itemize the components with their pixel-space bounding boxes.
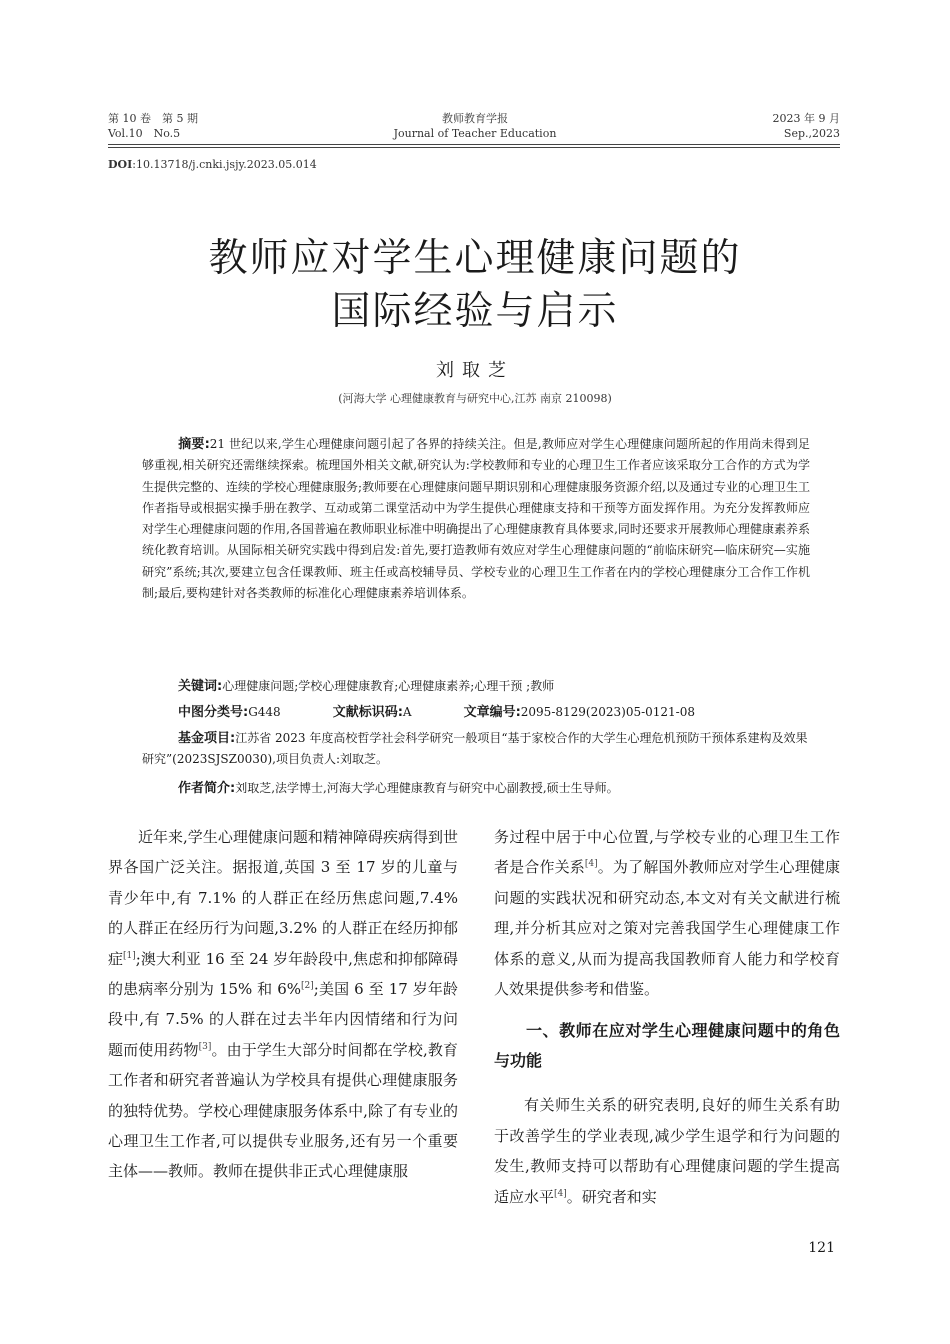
classification-line [142,702,810,723]
title-line-1: 教师应对学生心理健康问题的 [208,236,742,281]
author-affiliation: (河海大学 心理健康教育与研究中心,江苏 南京 210098) [338,392,612,405]
page-number: 121 [808,1240,835,1256]
text-run: 。为了解国外教师应对学生心理健康问题的实践状况和研究动态,本文对有关文献进行梳理,并分析其应对之策对完善我国学生心理健康工作体系的意义,从而为提高我国教师育人能力和学校育人效果提供参考和借鉴。 [494,858,840,999]
journal-name-en: Journal of Teacher Education [393,127,557,140]
bio-text: 刘取芝,法学博士,河海大学心理健康教育与研究中心副教授,硕士生导师。 [235,781,619,795]
article-number-value: 2095-8129(2023)05-0121-08 [520,705,696,719]
keywords-text: 心理健康问题;学校心理健康教育;心理健康素养;心理干预 ;教师 [222,679,555,693]
fund-text: 江苏省 2023 年度高校哲学社会科学研究一般项目“基于家校合作的大学生心理危机预防干预体系建构及效果研究”(2023SJSZ0030),项目负责人:刘取芝。 [142,731,808,766]
clc-value: G448 [248,705,281,719]
paragraph-intro [108,822,458,1187]
journal-name-cn: 教师教育学报 [442,112,508,125]
volume-issue-cn: 第 10 卷 第 5 期 [108,112,198,125]
text-run: 。研究者和实 [566,1187,657,1206]
citation-ref[interactable]: [3] [198,1041,212,1052]
doi-value: :10.13718/j.cnki.jsjy.2023.05.014 [132,158,317,171]
paragraph-continued [494,822,840,1004]
volume-issue-en: Vol.10 No.5 [108,127,181,140]
text-run: 务过程中居于中心位置,与学校专业的心理卫生工作者是合作关系 [494,828,840,877]
citation-ref[interactable]: [4] [584,859,598,870]
abstract [142,434,810,604]
doi[interactable] [108,158,317,171]
keywords-label: 关键词: [178,679,223,694]
text-run: ;澳大利亚 16 至 24 岁年龄段中,焦虑和抑郁障碍的患病率分别为 15% 和 6% [108,949,458,999]
section-heading: 一、教师在应对学生心理健康问题中的角色与功能 [494,1021,840,1071]
article-title [0,232,950,338]
text-run: 有关师生关系的研究表明,良好的师生关系有助于改善学生的学业表现,减少学生退学和行为问题的发生,教师支持可以帮助有心理健康问题的学生提高适应水平 [494,1096,840,1206]
body-right-column [494,822,840,1212]
journal-date [773,111,840,141]
citation-ref[interactable]: [1] [123,950,136,961]
bio-label: 作者简介: [178,781,236,796]
header-rule-bottom [108,147,840,148]
fund-project [142,728,810,770]
text-run: 。由于学生大部分时间都在学校,教育工作者和研究者普遍认为学校具有提供心理健康服务的独特优势。学校心理健康服务体系中,除了有专业的心理卫生工作者,可以提供专业服务,还有另一个重要主体——教师。教师在提供非正式心理健康服 [108,1040,458,1181]
text-run: ;美国 6 至 17 岁年龄段中,有 7.5% 的人群在过去半年内因情绪和行为问题而使用药物 [108,980,458,1059]
doi-label: DOI [108,158,133,171]
citation-ref[interactable]: [2] [301,981,314,992]
clc-label: 中图分类号: [178,705,249,720]
author-bio [142,778,810,799]
author-name: 刘取芝 [436,360,514,381]
text-run: 近年来,学生心理健康问题和精神障碍疾病得到世界各国广泛关注。据报道,英国 3 至 17 岁的儿童与青少年中,有 7.1% 的人群正在经历焦虑问题,7.4% 的人群正在经历行为问题,3.2% 的人群正在经历抑郁症 [108,828,458,968]
doc-code-label: 文献标识码: [332,705,403,720]
date-en: Sep.,2023 [783,127,840,140]
abstract-label: 摘要: [178,437,210,452]
article-number-label: 文章编号: [463,705,521,720]
abstract-text: 21 世纪以来,学生心理健康问题引起了各界的持续关注。但是,教师应对学生心理健康问题所起的作用尚未得到足够重视,相关研究还需继续探索。梳理国外相关文献,研究认为:学校教师和专业的心理卫生工作者应该采取分工合作的方式为学生提供完整的、连续的学校心理健康服务;教师要在心理健康问题早期识别和心理健康服务资源介绍,以及通过专业的心理卫生工作者指导或根据实操手册在教学、互动或第二课堂活动中为学生提供心理健康支持和干预等方面发挥作用。为充分发挥教师应对学生心理健康问题的作用,各国普遍在教师职业标准中明确提出了心理健康教育具体要求,同时还要求开展教师心理健康素养系统化教育培训。从国际相关研究实践中得到启发:首先,要打造教师有效应对学生心理健康问题的“前临床研究—临床研究—实施研究”系统;其次,要建立包含任课教师、班主任或高校辅导员、学校专业的心理卫生工作者在内的学校心理健康分工合作工作机制;最后,要构建针对各类教师的标准化心理健康素养培训体系。 [142,437,810,601]
header-rule-top [108,144,840,145]
fund-label: 基金项目: [178,731,236,746]
citation-ref[interactable]: [4] [554,1188,567,1199]
title-line-2: 国际经验与启示 [331,289,619,334]
keywords [142,676,810,697]
doc-code-value: A [402,705,412,719]
paragraph-section-1 [494,1090,840,1212]
date-cn: 2023 年 9 月 [772,112,840,125]
body-left-column [108,822,458,1187]
